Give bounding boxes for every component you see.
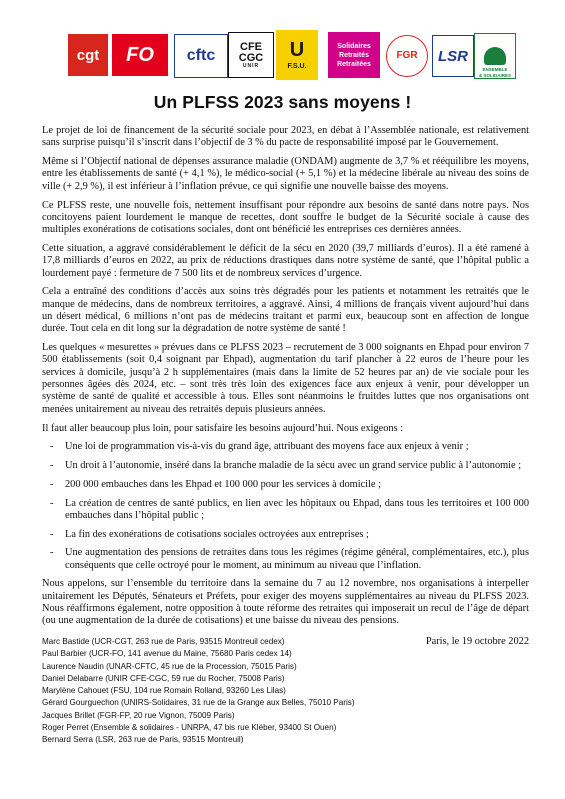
bullet: - [50,528,54,540]
signatories-list [42,636,529,747]
signatory: Laurence Naudin (UNAR-CFTC, 45 rue de la Procession, 75015 Paris) [42,661,297,671]
logo-line: CGC [238,51,264,64]
logo-line: Retraités [339,51,369,59]
list-item [42,529,529,541]
paragraph: Le projet de loi de financement de la sécurité sociale pour 2023, en débat à l’Assemblée nationale, est relativement sans surprise puisqu’il s’inscrit dans l’objectif de 3 % du pacte de responsabilité imposé par le Gouvernement. [42,125,529,149]
paragraph: Il faut aller beaucoup plus loin, pour satisfaire les besoins aujourd’hui. Nous exigeons : [42,422,404,434]
logo-line: F.S.U. [287,63,307,70]
logo-line: cftc [186,47,216,64]
logo-line: Retraitées [337,60,371,68]
logo-line: UNIR [242,62,260,69]
paragraph: Cela a entraîné des conditions d’accès aux soins très dégradés pour les patients et notamment les retraités que le manque de médecins, dans de nombreux territoires, a aggravé. Ainsi, 4 millions de français vivent aujourd’hui dans un désert médical, 6 millions n’ont pas de médecins traitant et parmi eux, beaucoup sont en affection de longue durée. Tout cela en dit long sur la dégradation de notre système de santé ! [42,286,529,335]
list-item-text: Un droit à l’autonomie, inséré dans la branche maladie de la sécu avec un grand service public à l’autonomie ; [65,460,522,472]
paragraph: Les quelques « mesurettes » prévues dans ce PLFSS 2023 – recrutement de 3 000 soignants en Ehpad pour environ 7 500 établissements (soit 0,4 soignant par Ehpad), augmentation du tarif plancher à 22 euros de l’heure pour les services à domicile, jusqu’à 2 h supplémentaires (mais dans la limite de 52 heures par an) de vie sociale pour les personnes âgées dès 2024, etc. – sont très très loin des exigences face aux enjeux à venir, pour développer un système de santé de qualité et accessible à tous. Elles sont néanmoins le fruitdes luttes que nos organisations ont menées unitairement au niveau des retraités depuis plusieurs années. [42,342,529,415]
list-item-text: 200 000 embauches dans les Ehpad et 100 000 pour les services à domicile ; [65,478,381,490]
bullet: - [50,460,54,472]
page-title: Un PLFSS 2023 sans moyens ! [153,92,412,112]
bullet: - [50,497,54,509]
paragraph: Cette situation, a aggravé considérablement le déficit de la sécu en 2020 (39,7 milliards d’euros). Il a été ramené à 17,8 milliards d’euros en 2022, au prix de réductions drastiques dans notre système de santé, que l’hôpital public a lourdement payé : fermeture de 7 500 lits et de nombreux services d’urgence. [42,242,529,279]
cfe-cgc-logo [228,32,274,78]
fsu-logo [276,30,318,80]
list-item [42,479,529,491]
logo-line: & SOLIDAIRES [478,72,511,78]
signatory: Gérard Gourguechon (UNIRS-Solidaires, 31 rue de la Grange aux Belles, 75010 Paris) [42,698,355,708]
list-item-text: La fin des exonérations de cotisations sociales octroyées aux entreprises ; [65,528,369,540]
cftc-logo [174,34,228,78]
list-item [42,441,529,453]
logo-line: cgt [76,46,100,64]
signatory: Marc Bastide (UCR-CGT, 263 rue de Paris, 93515 Montreuil cedex) [42,637,285,646]
fo-ucr-logo [112,34,168,76]
union-logos-banner [60,30,511,90]
logo-line: U [289,39,305,61]
signatory: Roger Perret (Ensemble & solidaires - UNRPA, 47 bis rue Kléber, 93400 St Ouen) [42,723,337,733]
list-item-text: La création de centres de santé publics, en lien avec les hôpitaux ou Ehpad, dans tous les territoires et 100 000 embauches dans l’hôpital public ; [65,497,529,521]
logo-line: Solidaires [337,42,371,50]
ensemble-solidaires-logo [474,33,516,79]
fgr-fp-logo [386,35,428,77]
logo-line: CFE [240,40,262,53]
bullet: - [50,547,54,559]
logo-line: FGR [396,50,418,61]
signatory: Paul Barbier (UCR-FO, 141 avenue du Maine, 75680 Paris cedex 14) [42,649,292,659]
document-body [42,125,529,648]
demands-list [42,441,529,572]
list-item [42,498,529,523]
list-item-text: Une loi de programmation vis-à-vis du grand âge, attribuant des moyens face aux enjeux à venir ; [65,441,469,453]
bullet: - [50,478,54,490]
signatory: Jacques Brillet (FGR-FP, 20 rue Vignon, 75009 Paris) [42,710,235,720]
logo-line: ENSEMBLE [482,67,508,72]
list-item [42,460,529,472]
signatory: Marylène Cahouet (FSU, 104 rue Romain Rolland, 93260 Les Lilas) [42,686,286,696]
cgt-retraites-logo [68,34,108,76]
list-item-text: Une augmentation des pensions de retraites dans tous les régimes (régime général, complémentaires, etc.), plus conséquents que celle octroyé pour le moment, au minimum au niveau que l’inflation. [65,547,529,571]
paragraph: Ce PLFSS reste, une nouvelle fois, nettement insuffisant pour répondre aux besoins de santé dans notre pays. Nos concitoyens paient lourdement le manque de recettes, dont souffre le budget de la Sécurité sociale à cause des multiples exonérations de cotisations sociales, dont ont bénéficié les entreprises ces dernières années. [42,199,529,236]
logo-line: FO [126,44,154,66]
signatory: Bernard Serra (LSR, 263 rue de Paris, 93515 Montreuil) [42,735,244,745]
bullet: - [50,441,54,453]
list-item [42,547,529,572]
lsr-logo [432,35,474,77]
ensemble-emblem-icon [484,47,506,65]
solidaires-retraites-logo [328,32,380,78]
logo-line: LSR [438,47,468,65]
closing-paragraph: Nous appelons, sur l’ensemble du territoire dans la semaine du 7 au 12 novembre, nos organisations à interpeller unitairement les Députés, Sénateurs et Préfets, pour exiger des moyens supplémentaires au niveau du PLFSS 2023. Nous réaffirmons également, notre opposition à toute réforme des retraites qui imposerait un recul de l’âge de départ (ou une augmentation de la durée de cotisations) et une baisse du niveau des pensions. [42,578,529,627]
signatory: Daniel Delabarre (UNIR CFE-CGC, 59 rue du Rocher, 75008 Paris) [42,673,285,683]
paragraph: Même si l’Objectif national de dépenses assurance maladie (ONDAM) augmente de 3,7 % et rééquilibre les moyens, entre les établissements de santé (+ 4,1 %), le médico-social (+ 5,1 %) et la médecine libérale au niveau des soins de ville (+ 2,9 %), il est inférieur à l’inflation prévue, ce qui signifie une nouvelle baisse des moyens. [42,156,529,192]
document-date: Paris, le 19 octobre 2022 [425,635,529,647]
